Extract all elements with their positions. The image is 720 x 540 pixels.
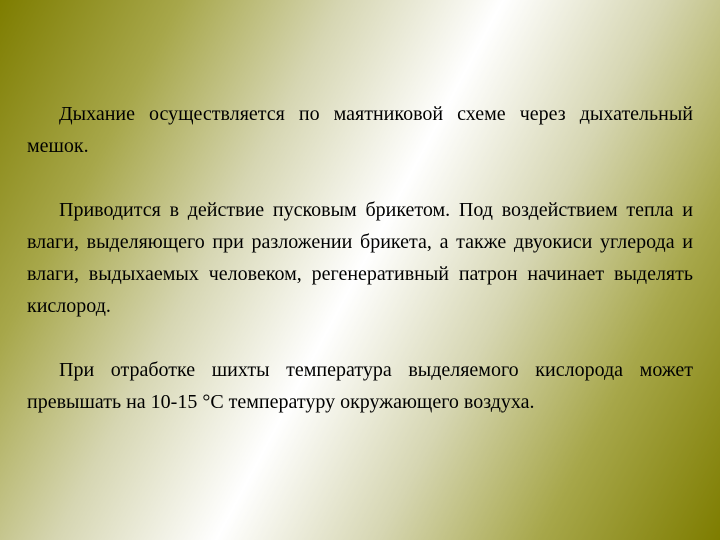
paragraph-temperature: При отработке шихты температура выделяемого кислорода может превышать на 10-15 °С температуру окружающего воздуха. bbox=[27, 359, 693, 413]
paragraph-breathing-scheme: Дыхание осуществляется по маятниковой схеме через дыхательный мешок. bbox=[27, 103, 693, 157]
slide-text-block bbox=[27, 98, 693, 418]
paragraph-activation: Приводится в действие пусковым брикетом. Под воздействием тепла и влаги, выделяющего при разложении брикета, а также двуокиси углерода и влаги, выдыхаемых человеком, регенеративный патрон начинает выделять кислород. bbox=[27, 199, 693, 317]
